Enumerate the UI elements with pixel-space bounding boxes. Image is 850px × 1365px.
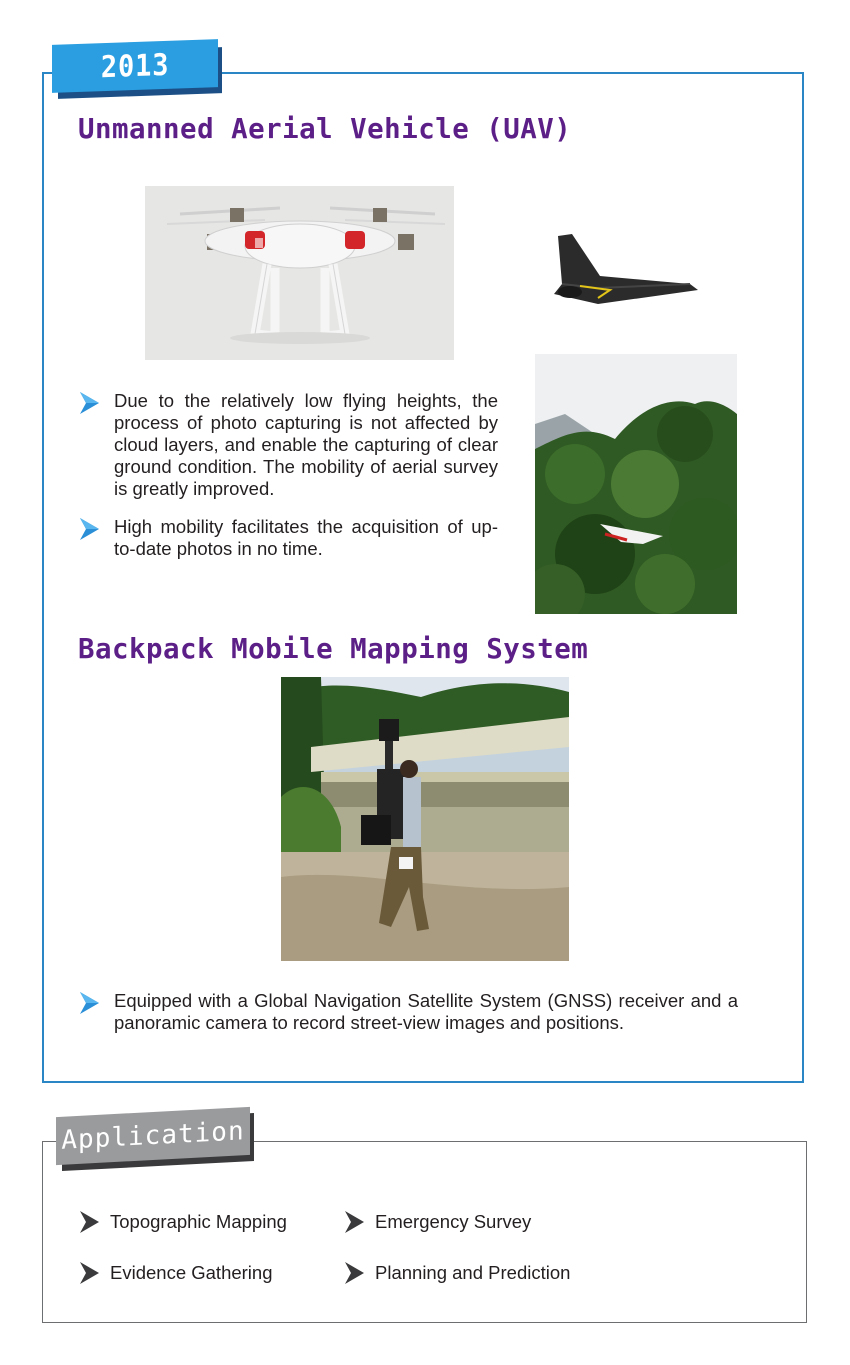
application-label: Application — [61, 1116, 245, 1156]
application-item-label: Topographic Mapping — [110, 1211, 287, 1232]
application-item — [343, 1260, 570, 1286]
application-item — [78, 1209, 287, 1235]
application-item — [78, 1260, 273, 1286]
application-item — [343, 1209, 531, 1235]
quadcopter-photo — [145, 186, 454, 360]
chevron-right-icon — [343, 1261, 365, 1285]
application-item-label: Evidence Gathering — [110, 1262, 273, 1283]
backpack-title: Backpack Mobile Mapping System — [78, 632, 589, 665]
application-item-label: Emergency Survey — [375, 1211, 532, 1232]
uav-bullet-1 — [78, 390, 498, 500]
year-tab-face — [52, 39, 218, 93]
year-label: 2013 — [100, 47, 170, 85]
chevron-right-icon — [78, 1210, 100, 1234]
uav-bullet-2-text: High mobility facilitates the acquisition of up-to-date photos in no time. — [114, 516, 498, 559]
uav-title: Unmanned Aerial Vehicle (UAV) — [78, 112, 572, 145]
backpack-mapping-photo — [281, 677, 569, 961]
forest-drone-photo — [535, 354, 737, 614]
chevron-right-icon — [78, 517, 100, 541]
chevron-right-icon — [78, 991, 100, 1015]
uav-bullet-2 — [78, 516, 498, 560]
application-tab — [56, 1110, 256, 1176]
chevron-right-icon — [78, 1261, 100, 1285]
chevron-right-icon — [78, 391, 100, 415]
uav-bullet-1-text: Due to the relatively low flying heights, the process of photo capturing is not affected by cloud layers, and enable the capturing of clear ground condition. The mobility of aerial survey is greatly improved. — [114, 390, 498, 499]
backpack-bullet-1 — [78, 990, 738, 1034]
year-tab — [52, 42, 224, 100]
application-tab-face — [56, 1107, 250, 1165]
application-item-label: Planning and Prediction — [375, 1262, 571, 1283]
backpack-bullet-1-text: Equipped with a Global Navigation Satellite System (GNSS) receiver and a panoramic camera to record street-view images and positions. — [114, 990, 738, 1033]
chevron-right-icon — [343, 1210, 365, 1234]
fixed-wing-drone-photo — [540, 226, 705, 312]
